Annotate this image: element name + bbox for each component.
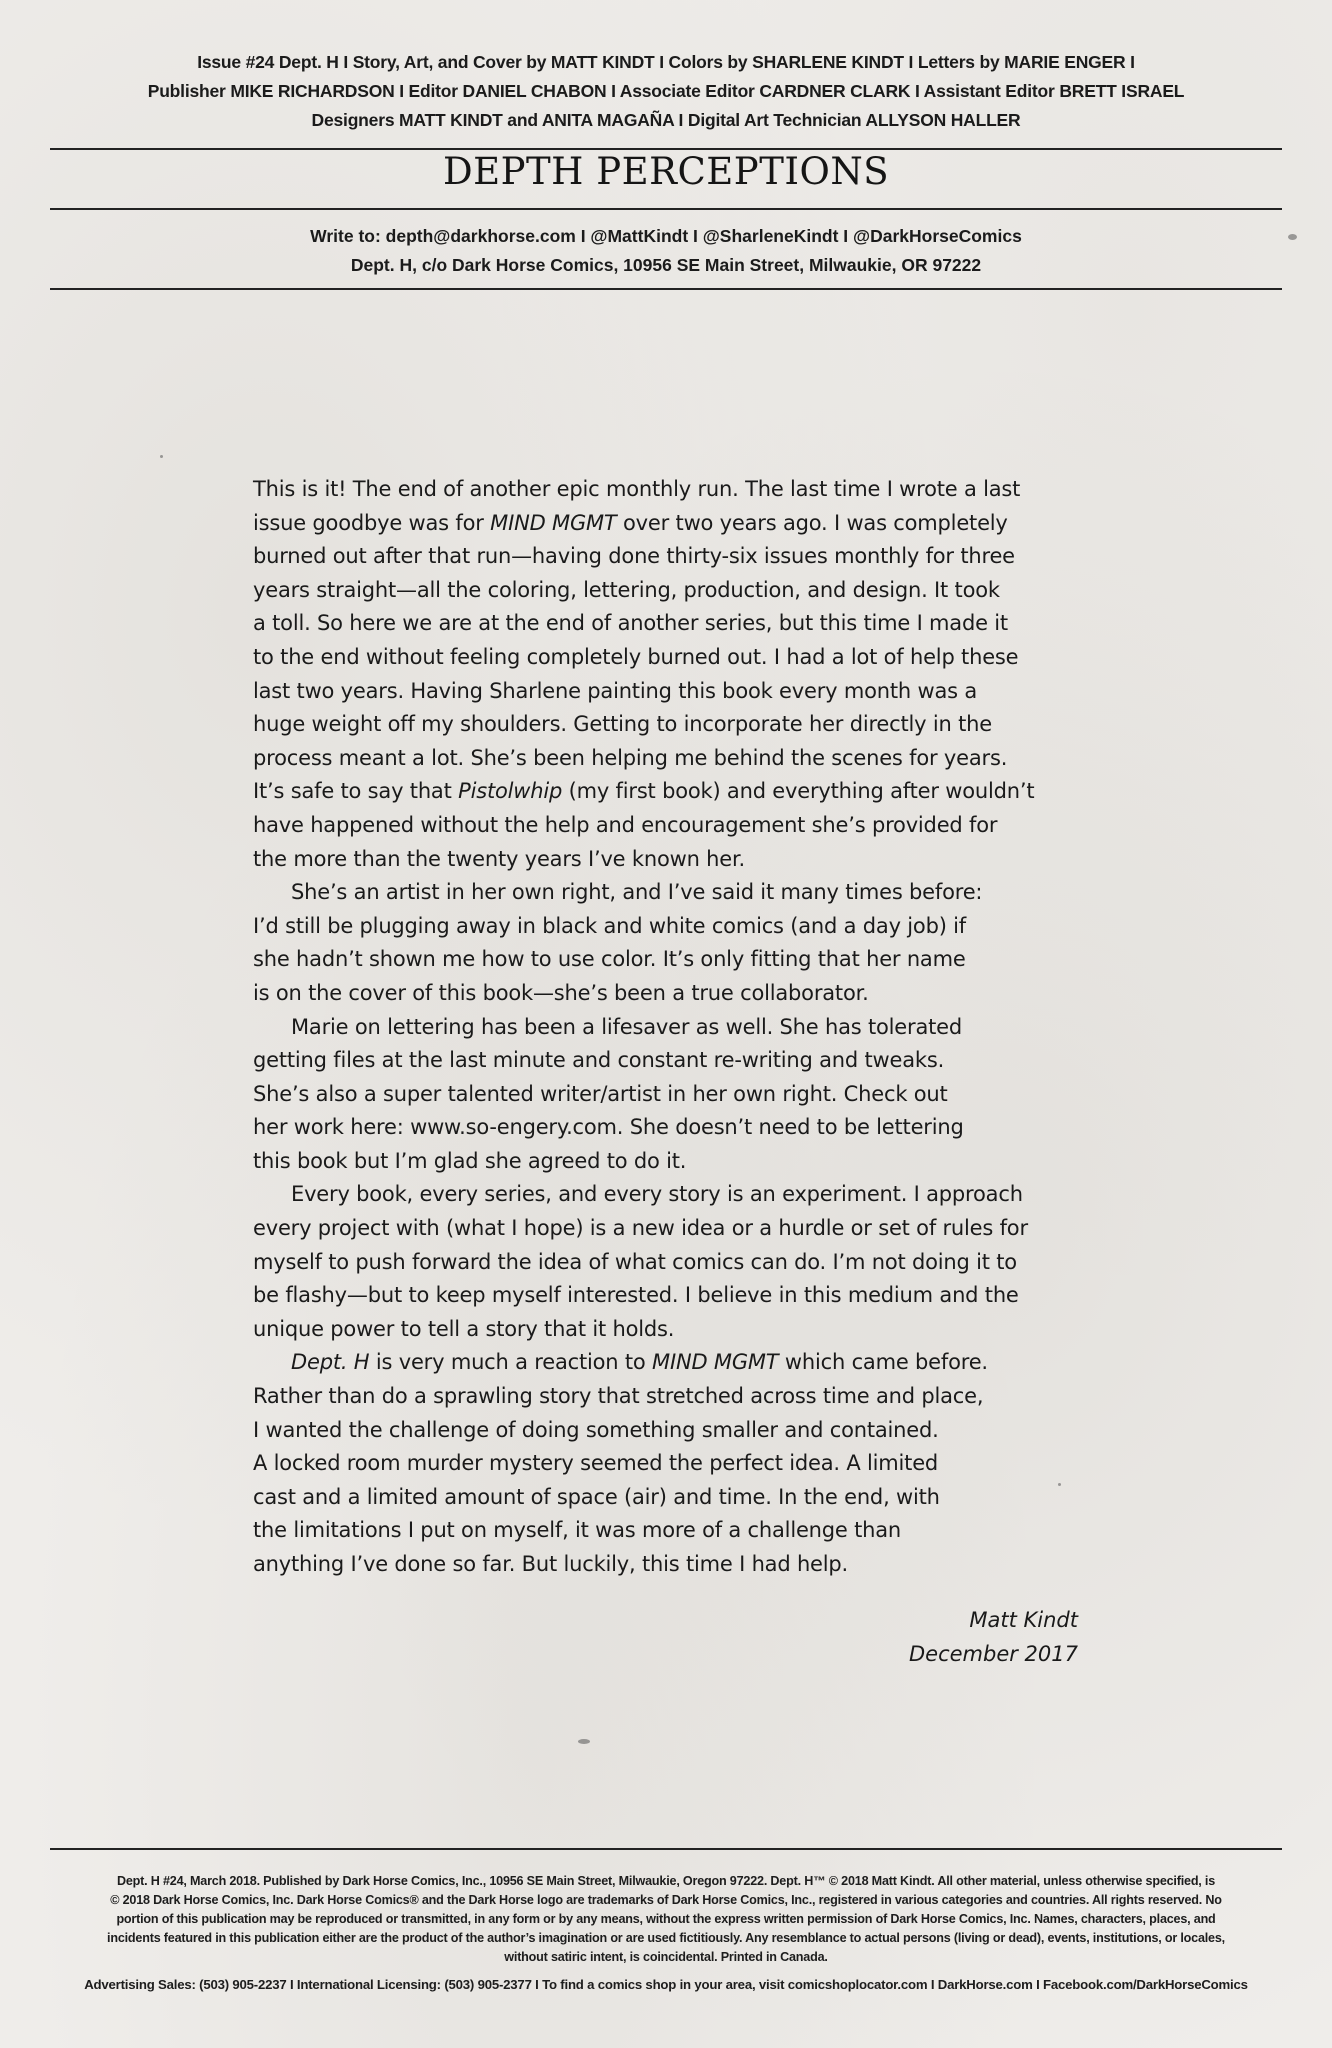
letter-line	[253, 1346, 1093, 1380]
book-title: MIND MGMT	[652, 1350, 779, 1375]
letter-line: have happened without the help and encouragement she’s provided for	[253, 812, 998, 837]
credits-line-2: Publisher MIKE RICHARDSON I Editor DANIEL CHABON I Associate Editor CARDNER CLARK I Assistant Editor BRETT ISRAEL	[147, 81, 1185, 101]
letter-line: is on the cover of this book—she’s been a true collaborator.	[253, 980, 869, 1005]
text-span: (my first book) and everything after wouldn’t	[562, 779, 1035, 804]
legal-line: portion of this publication may be reproduced or transmitted, in any form or by any means, without the express written permission of Dark Horse Comics, Inc. Names, characters, places, and	[116, 1912, 1216, 1926]
legal-line: Dept. H #24, March 2018. Published by Dark Horse Comics, Inc., 10956 SE Main Street, Milwaukie, Oregon 97222. Dept. H™ © 2018 Matt Kindt. All other material, unless otherwise specified, is	[116, 1874, 1216, 1888]
legal-line: incidents featured in this publication either are the product of the author’s imagination or are used fictitiously. Any resemblance to actual persons (living or dead), events, institutions, or locales,	[107, 1931, 1225, 1945]
paper-speck	[1058, 1483, 1061, 1486]
signature-block	[909, 1603, 1078, 1671]
letter-line	[253, 775, 1093, 809]
credits-block	[50, 48, 1282, 135]
letter-line: the limitations I put on myself, it was more of a challenge than	[253, 1518, 902, 1543]
letter-line: She’s an artist in her own right, and I’ve said it many times before:	[291, 880, 983, 905]
letter-line: this book but I’m glad she agreed to do it.	[253, 1148, 687, 1173]
letter-line: be flashy—but to keep myself interested. I believe in this medium and the	[253, 1283, 1019, 1308]
text-span: over two years ago. I was completely	[616, 510, 1008, 535]
paper-speck	[578, 1739, 590, 1744]
letter-body	[253, 473, 1093, 1582]
letter-line: getting files at the last minute and constant re-writing and tweaks.	[253, 1048, 945, 1073]
text-span: issue goodbye was for	[253, 510, 491, 535]
letter-line: She’s also a super talented writer/artist in her own right. Check out	[253, 1081, 948, 1106]
signature-date: December 2017	[908, 1642, 1078, 1666]
letter-line: I’d still be plugging away in black and white comics (and a day job) if	[253, 913, 966, 938]
letter-line: myself to push forward the idea of what comics can do. I’m not doing it to	[253, 1249, 1017, 1274]
contact-address: Dept. H, c/o Dark Horse Comics, 10956 SE Main Street, Milwaukie, OR 97222	[350, 255, 982, 275]
legal-notice	[55, 1872, 1277, 1967]
paper-speck	[160, 455, 163, 458]
letter-line: process meant a lot. She’s been helping me behind the scenes for years.	[253, 745, 1008, 770]
letter-line: huge weight off my shoulders. Getting to incorporate her directly in the	[253, 712, 992, 737]
divider-rule	[50, 288, 1282, 290]
text-span: It’s safe to say that	[253, 779, 459, 804]
letter-line: a toll. So here we are at the end of another series, but this time I made it	[253, 611, 1008, 636]
book-title: Pistolwhip	[458, 779, 563, 804]
divider-rule	[50, 1848, 1282, 1850]
letter-line: Marie on lettering has been a lifesaver as well. She has tolerated	[291, 1014, 963, 1039]
credits-line-3: Designers MATT KINDT and ANITA MAGAÑA I Digital Art Technician ALLYSON HALLER	[311, 110, 1021, 130]
divider-rule	[50, 208, 1282, 210]
letter-line: her work here: www.so-engery.com. She doesn’t need to be lettering	[253, 1115, 964, 1140]
letter-line: burned out after that run—having done thirty-six issues monthly for three	[253, 544, 1015, 569]
legal-line: © 2018 Dark Horse Comics, Inc. Dark Horse Comics® and the Dark Horse logo are trademarks of Dark Horse Comics, Inc., registered in various categories and countries. All rights reserved. No	[110, 1893, 1222, 1907]
letter-line: Rather than do a sprawling story that stretched across time and place,	[253, 1384, 984, 1409]
contact-block	[50, 222, 1282, 280]
text-span: is very much a reaction to	[369, 1350, 653, 1375]
letter-line: years straight—all the coloring, lettering, production, and design. It took	[253, 577, 1000, 602]
letter-line: A locked room murder mystery seemed the perfect idea. A limited	[253, 1451, 939, 1476]
contact-line-1: Write to: depth@darkhorse.com I @MattKindt I @SharleneKindt I @DarkHorseComics	[310, 226, 1022, 246]
letter-line: every project with (what I hope) is a new idea or a hurdle or set of rules for	[253, 1216, 1028, 1241]
footer-contacts: Advertising Sales: (503) 905-2237 I International Licensing: (503) 905-2377 I To find a comics shop in your area, visit comicshoplocator.com I DarkHorse.com I Facebook.com/DarkHorseComics	[84, 1977, 1248, 1992]
signature-name: Matt Kindt	[969, 1608, 1078, 1632]
credits-line-1: Issue #24 Dept. H I Story, Art, and Cover by MATT KINDT I Colors by SHARLENE KINDT I Letters by MARIE ENGER I	[197, 52, 1135, 72]
letter-line: cast and a limited amount of space (air) and time. In the end, with	[253, 1484, 940, 1509]
letter-line: the more than the twenty years I’ve known her.	[253, 846, 745, 871]
letter-line	[253, 507, 1093, 541]
letter-line: unique power to tell a story that it holds.	[253, 1316, 675, 1341]
letter-line: This is it! The end of another epic monthly run. The last time I wrote a last	[253, 477, 1021, 501]
page-title: DEPTH PERCEPTIONS	[442, 150, 890, 193]
letter-line: Every book, every series, and every story is an experiment. I approach	[291, 1182, 1023, 1207]
book-title: Dept. H	[291, 1350, 370, 1375]
text-span: which came before.	[778, 1350, 988, 1375]
letter-line: I wanted the challenge of doing something smaller and contained.	[253, 1417, 939, 1442]
legal-line: without satiric intent, is coincidental. Printed in Canada.	[504, 1950, 828, 1964]
paper-speck	[1288, 234, 1297, 240]
book-title: MIND MGMT	[490, 510, 617, 535]
letter-line: last two years. Having Sharlene painting this book every month was a	[253, 678, 978, 703]
letter-line: she hadn’t shown me how to use color. It’s only fitting that her name	[253, 947, 966, 972]
letter-line: to the end without feeling completely burned out. I had a lot of help these	[253, 644, 1019, 669]
letter-line: anything I’ve done so far. But luckily, this time I had help.	[253, 1552, 849, 1576]
